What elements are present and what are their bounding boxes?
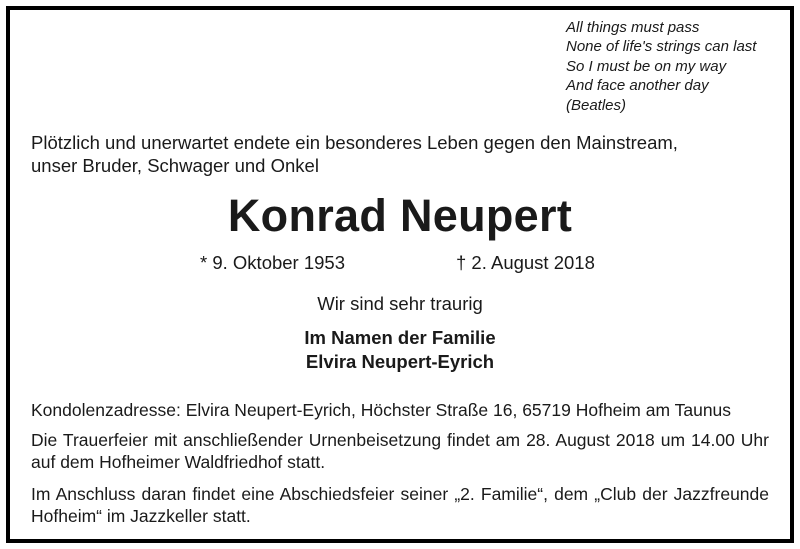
quote-line: All things must pass	[566, 19, 700, 36]
deceased-name: Konrad Neupert	[227, 190, 573, 241]
condolence-address: Kondolenzadresse: Elvira Neupert-Eyrich, Höchster Straße 16, 65719 Hofheim am Taunus	[31, 400, 732, 420]
farewell-party-info: Im Anschluss daran findet eine Abschiedsfeier seiner „2. Familie“, dem „Club der Jazzfreunde Hofheim“ im Jazzkeller statt.	[31, 484, 769, 526]
death-date: † 2. August 2018	[456, 252, 595, 273]
quote-line: And face another day	[566, 77, 709, 95]
birth-date: * 9. Oktober 1953	[200, 252, 346, 273]
family-signature-line-1: Im Namen der Familie	[304, 327, 496, 348]
sorrow-line: Wir sind sehr traurig	[317, 293, 483, 314]
family-signature-line-2: Elvira Neupert-Eyrich	[305, 351, 495, 372]
quote-attribution: (Beatles)	[566, 96, 627, 114]
quote-line: None of life's strings can last	[566, 38, 757, 56]
intro-line-1: Plötzlich und unerwartet endete ein besonderes Leben gegen den Mainstream,	[31, 132, 678, 153]
funeral-ceremony-info: Die Trauerfeier mit anschließender Urnenbeisetzung findet am 28. August 2018 um 14.00 Uhr auf dem Hofheimer Waldfriedhof statt.	[31, 430, 769, 472]
quote-line: So I must be on my way	[566, 57, 727, 75]
epigraph-quote	[566, 18, 756, 115]
intro-line-2: unser Bruder, Schwager und Onkel	[31, 155, 319, 176]
intro-text	[31, 131, 678, 177]
